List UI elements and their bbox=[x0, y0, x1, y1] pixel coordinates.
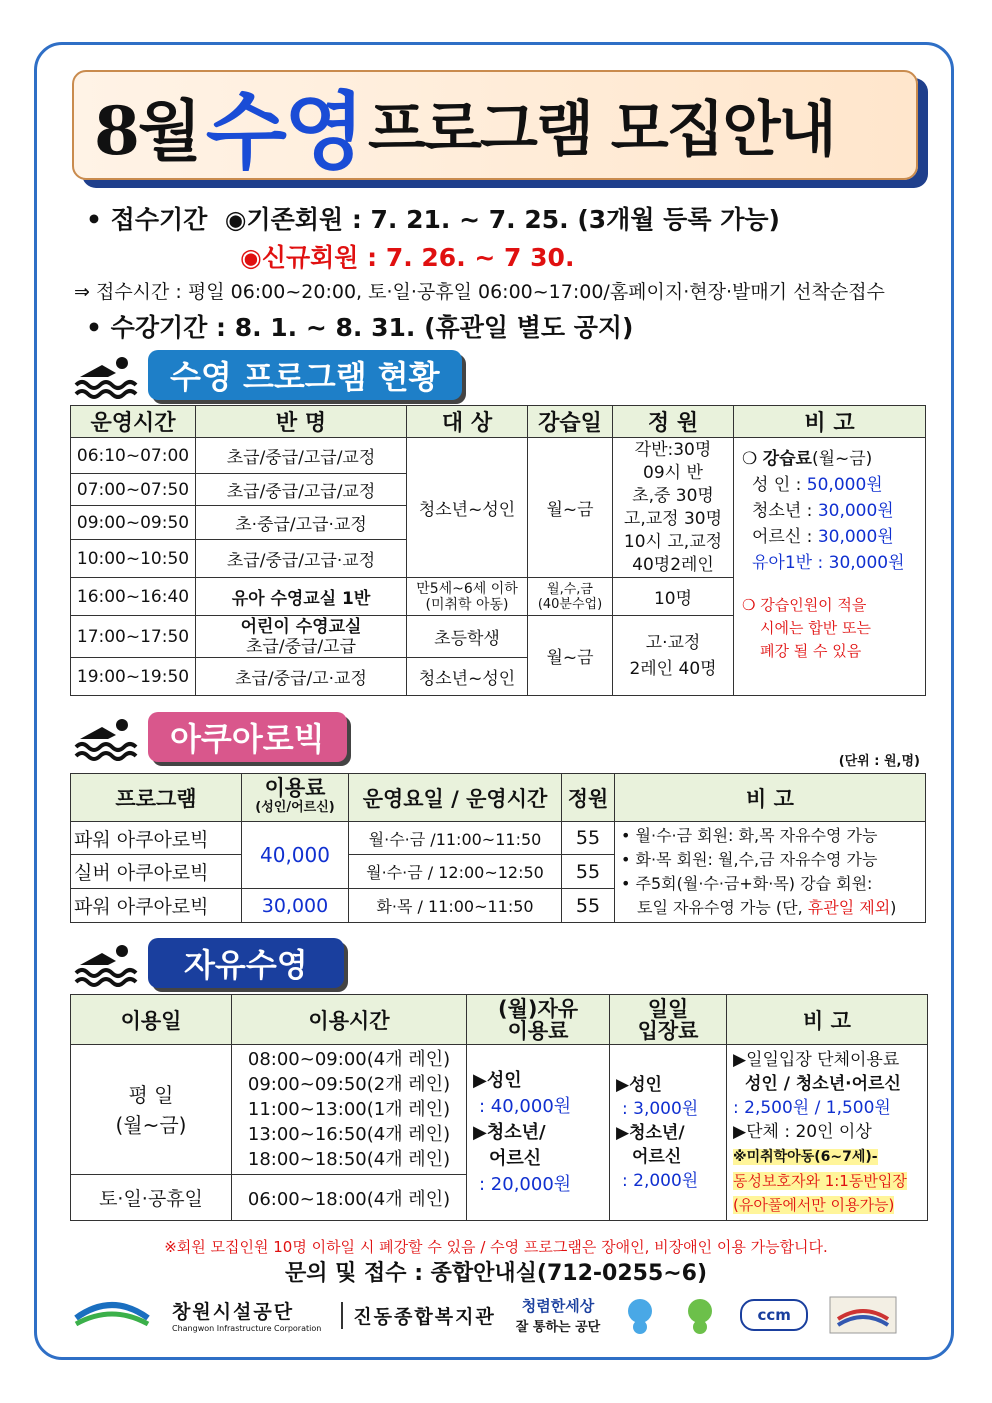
swimmer-icon bbox=[72, 351, 142, 399]
free-table: 이용일 이용시간 (월)자유 이용료 일일 입장료 비 고 평 일 (월~금) 08:00~09:00(4개 레인) 09:00~09:50(2개 레인) 11:00~13:00(1개 레인) 13:00~16:50(4개 레인) 18:00~18:50(4개 레인) ▶성인 : 40,000원 ▶청소년/ 어르신 : 20,000원 ▶성인 : 3,000원 ▶청소년/ 어르신 : 2,000원 ▶일일입장 단체이용료 성인 / 청소년·어르신 : 2,500원 / 1,500원 ▶단체 : 20인 이상 ※미취학아동(6~7세)- 동성보호자와 1:1동반입장 (유아풀에서만 이용가능) 토·일·공휴일 06:00~18:00(4개 레인) bbox=[70, 994, 928, 1221]
table-row: 09:00~09:50 초·중급/고급·교정 bbox=[71, 506, 926, 540]
reception-existing-line: • 접수기간 ◉기존회원 : 7. 21. ~ 7. 25. (3개월 등록 가능) bbox=[86, 205, 780, 234]
center-name: 진동종합복지관 bbox=[341, 1302, 495, 1329]
table-row: 07:00~07:50 초급/중급/고급/교정 bbox=[71, 474, 926, 506]
title-banner bbox=[72, 70, 918, 180]
table-row: 파워 아쿠아로빅 30,000 화·목 / 11:00~11:50 55 bbox=[71, 889, 926, 923]
title-month: 8월 bbox=[94, 91, 200, 170]
reception-new-line: ◉신규회원 : 7. 26. ~ 7 30. bbox=[240, 243, 575, 272]
mascot-green-icon bbox=[680, 1295, 720, 1335]
slogan-sub: 잘 통하는 공단 bbox=[515, 1320, 601, 1335]
city-logo-icon bbox=[72, 1298, 152, 1332]
org-name: 창원시설공단 bbox=[172, 1301, 295, 1323]
reception-hours: ⇒ 접수시간 : 평일 06:00~20:00, 토·일·공휴일 06:00~17:00/홈페이지·현장·발매기 선착순접수 bbox=[74, 281, 885, 303]
section-program bbox=[72, 350, 462, 400]
org-name-en: Changwon Infrastructure Corporation bbox=[172, 1324, 322, 1333]
table-row: 실버 아쿠아로빅 월·수·금 / 12:00~12:50 55 bbox=[71, 855, 926, 889]
swimmer-icon bbox=[72, 939, 142, 987]
title-swim: 수영 bbox=[205, 82, 362, 181]
section-free bbox=[72, 938, 344, 988]
title-rest: 프로그램 모집안내 bbox=[367, 95, 835, 165]
table-row: 토·일·공휴일 06:00~18:00(4개 레인) bbox=[71, 1175, 928, 1221]
swimmer-icon bbox=[72, 713, 142, 761]
table-row: 06:10~07:00 초급/중급/고급/교정 청소년~성인 월~금 각반:30명 09시 반 초,중 30명 고,교정 30명 10시 고,교정 40명2레인 ❍ 강습료(월~금) 성 인 : 50,000원 청소년 : 30,000원 어르신 : 30,000원 유아1반 : 30,000원 ❍ 강습인원이 적을 시에는 합반 또는 폐강 될 수 있음 bbox=[71, 438, 926, 474]
course-period: • 수강기간 : 8. 1. ~ 8. 31. (휴관일 별도 공지) bbox=[86, 313, 634, 342]
table-row: 17:00~17:50 어린이 수영교실 초급/중급/고급 초등학생 월~금 고·교정 2레인 40명 bbox=[71, 616, 926, 658]
footer bbox=[72, 1290, 932, 1340]
contact-info: 문의 및 접수 : 종합안내실(712-0255~6) bbox=[284, 1261, 708, 1286]
program-table: 운영시간 반 명 대 상 강습일 정 원 비 고 06:10~07:00 초급/중급/고급/교정 청소년~성인 월~금 각반:30명 09시 반 초,중 30명 고,교정 30명 10시 고,교정 40명2레인 ❍ 강습료(월~금) 성 인 : 50,000원 청소년 : 30,000원 어르신 : 30,000원 유아1반 : 30,000원 ❍ 강습인원이 적을 시에는 합반 또는 폐강 될 수 있음 07:00~07:50 초급/중급/고급/교정 09:00~09:50 초·중급/고급·교정 10:00~10:50 초급/중급/고급·교정 16:00~16:40 유아 수영교실 1반 만5세~6세 이하 (미취학 아동) 월,수,금 (40분수업) 10명 17:00~17:50 어린이 수영교실 초급/중급/고급 초등학생 월~금 고·교정 2레인 40명 19:00~19:50 초급/중급/고·교정 청소년~성인 bbox=[70, 405, 926, 696]
table-row: 10:00~10:50 초급/중급/고급·교정 bbox=[71, 540, 926, 578]
table-row: 평 일 (월~금) 08:00~09:00(4개 레인) 09:00~09:50(2개 레인) 11:00~13:00(1개 레인) 13:00~16:50(4개 레인) 18:00~18:50(4개 레인) ▶성인 : 40,000원 ▶청소년/ 어르신 : 20,000원 ▶성인 : 3,000원 ▶청소년/ 어르신 : 2,000원 ▶일일입장 단체이용료 성인 / 청소년·어르신 : 2,500원 / 1,500원 ▶단체 : 20인 이상 ※미취학아동(6~7세)- 동성보호자와 1:1동반입장 (유아풀에서만 이용가능) bbox=[71, 1045, 928, 1175]
section-free-title: 자유수영 bbox=[148, 938, 344, 988]
table-row: 19:00~19:50 초급/중급/고·교정 청소년~성인 bbox=[71, 658, 926, 696]
program-notes: ❍ 강습료(월~금) 성 인 : 50,000원 청소년 : 30,000원 어르신 : 30,000원 유아1반 : 30,000원 ❍ 강습인원이 적을 시에는 합반 또는 폐강 될 수 있음 bbox=[734, 438, 926, 696]
award-emblem-icon bbox=[828, 1295, 898, 1335]
table-row: 파워 아쿠아로빅 40,000 월·수·금 /11:00~11:50 55 • 월·수·금 회원: 화,목 자유수영 가능 • 화·목 회원: 월,수,금 자유수영 가능 • 주5회(월·수·금+화·목) 강습 회원: 토일 자유수영 가능 (단, 휴관일 제외) bbox=[71, 822, 926, 855]
table-row: 16:00~16:40 유아 수영교실 1반 만5세~6세 이하 (미취학 아동) 월,수,금 (40분수업) 10명 bbox=[71, 578, 926, 616]
mascot-blue-icon bbox=[620, 1295, 660, 1335]
aqua-table: 프로그램 이용료 (성인/어르신) 운영요일 / 운영시간 정원 비 고 파워 아쿠아로빅 40,000 월·수·금 /11:00~11:50 55 • 월·수·금 회원: 화,목 자유수영 가능 • 화·목 회원: 월,수,금 자유수영 가능 • 주5회(월·수·금+화·목) 강습 회원: 토일 자유수영 가능 (단, 휴관일 제외) 실버 아쿠아로빅 월·수·금 / 12:00~12:50 55 파워 아쿠아로빅 30,000 화·목 / 11:00~11:50 55 bbox=[70, 773, 926, 923]
section-aqua bbox=[72, 712, 347, 762]
footnote: ※회원 모집인원 10명 이하일 시 폐강할 수 있음 / 수영 프로그램은 장애인, 비장애인 이용 가능합니다. bbox=[164, 1238, 828, 1256]
unit-label: (단위 : 원,명) bbox=[838, 754, 920, 769]
section-program-title: 수영 프로그램 현황 bbox=[148, 350, 462, 400]
ccm-logo: ccm bbox=[740, 1299, 808, 1331]
section-aqua-title: 아쿠아로빅 bbox=[148, 712, 347, 762]
slogan: 청렴한세상 bbox=[521, 1297, 595, 1315]
